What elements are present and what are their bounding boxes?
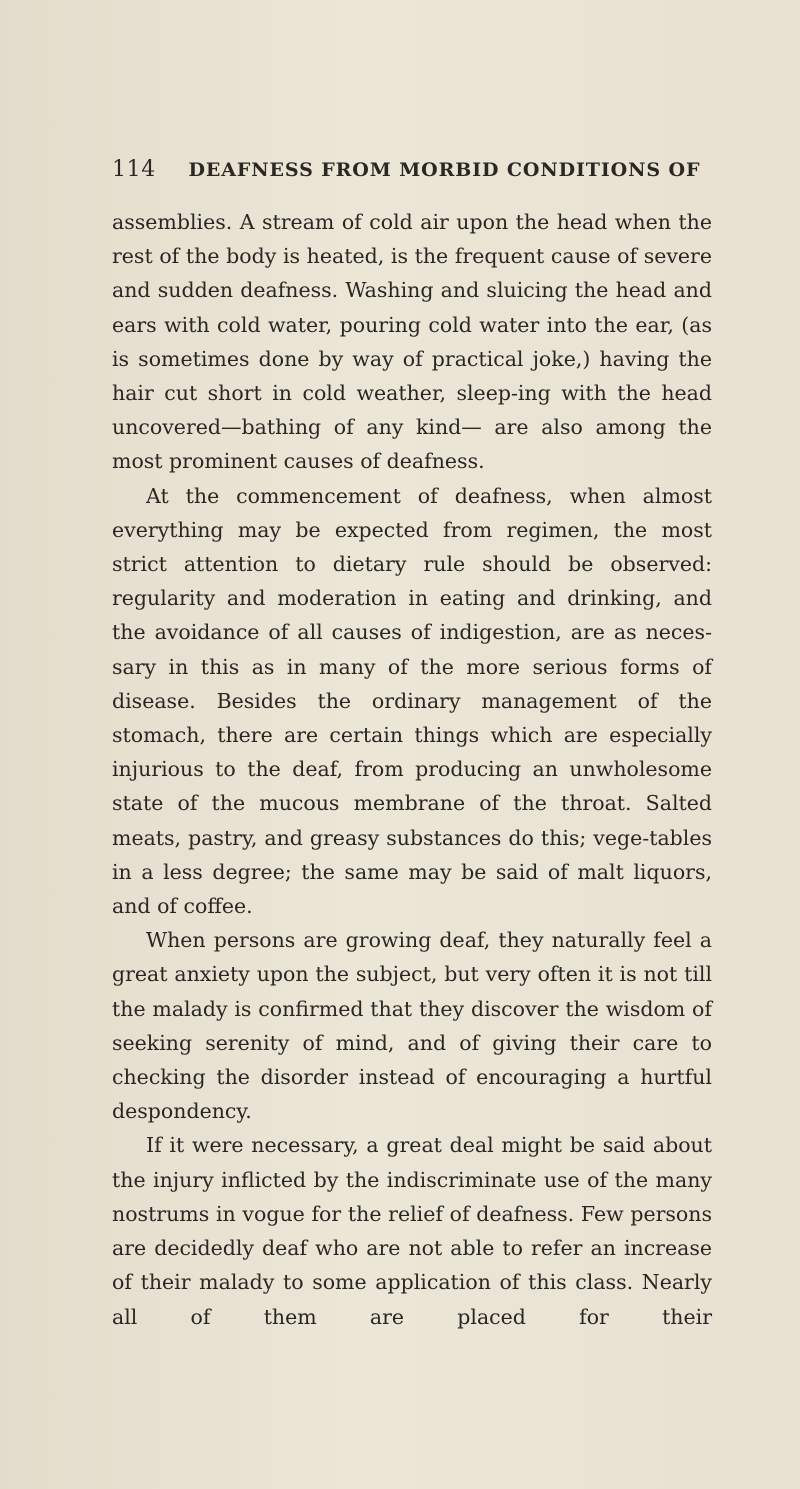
paragraph-4: If it were necessary, a great deal might be said about the injury inflicted by the indiscriminate use of the many nostrums in vogue for the relief of deafness. Few persons are decidedly deaf who are not able to refer an increase of their malady to some application of this class. Nearly all of them are placed for their — [112, 1133, 712, 1329]
running-title: DEAFNESS FROM MORBID CONDITIONS OF — [188, 159, 701, 181]
paragraph-3: When persons are growing deaf, they naturally feel a great anxiety upon the subject, but very often it is not till the malady is confirmed that they discover the wisdom of seeking serenity of mind, and of giving their care to checking the disorder instead of encouraging a hurtful despondency. — [112, 928, 712, 1124]
page-number: 114 — [112, 157, 156, 182]
body-text — [112, 205, 712, 1334]
paragraph-1: assemblies. A stream of cold air upon the head when the rest of the body is heated, is the frequent cause of severe and sudden deafness. Washing and sluicing the head and ears with cold water, pouring cold water into the ear, (as is sometimes done by way of practical joke,) having the hair cut short in cold weather, sleep-ing with the head uncovered—bathing of any kind— are also among the most prominent causes of deafness. — [112, 210, 712, 474]
paragraph-2: At the commencement of deafness, when almost everything may be expected from regimen, the most strict attention to dietary rule should be observed: regularity and moderation in eating and drinking, and the avoidance of all causes of indigestion, are as neces-sary in this as in many of the more serious forms of disease. Besides the ordinary management of the stomach, there are certain things which are especially injurious to the deaf, from producing an unwholesome state of the mucous membrane of the throat. Salted meats, pastry, and greasy substances do this; vege-tables in a less degree; the same may be said of malt liquors, and of coffee. — [112, 483, 712, 919]
running-head — [112, 157, 732, 182]
